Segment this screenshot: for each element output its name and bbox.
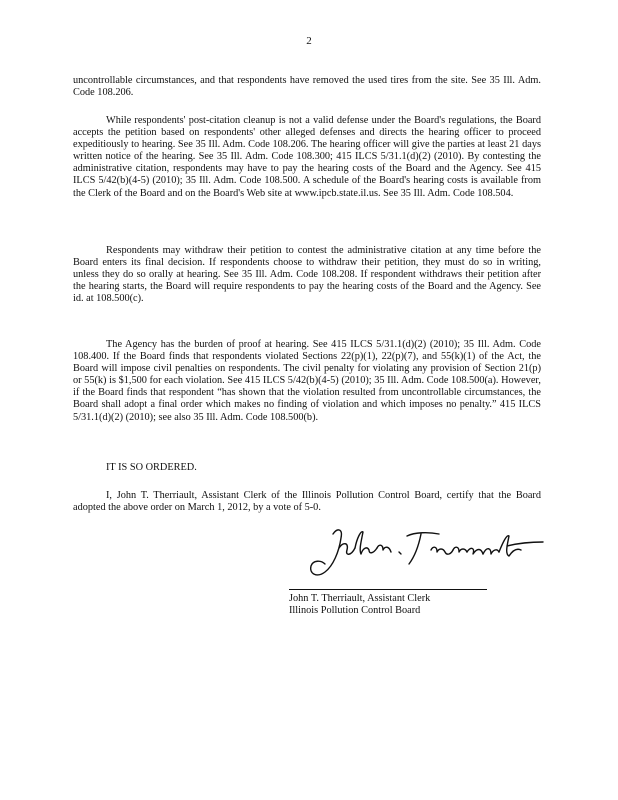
order-statement: IT IS SO ORDERED.: [106, 462, 197, 473]
signer-name: John T. Therriault, Assistant Clerk: [289, 593, 431, 604]
signature-line: [289, 589, 487, 590]
paragraph-2: While respondents' post-citation cleanup is not a valid defense under the Board's regulations, the Board accepts the petition based on respondents' other alleged defenses and directs the hearing officer to proceed expeditiously to hearing. See 35 Ill. Adm. Code 108.206. The hearing officer will give the parties at least 21 days written notice of the hearing. See 35 Ill. Adm. Code 108.300; 415 ILCS 5/31.1(d)(2) (2010). By contesting the administrative citation, respondents may have to pay the hearing costs of the Board and the Agency. See 415 ILCS 5/42(b)(4-5) (2010); 35 Ill. Adm. Code 108.500. A schedule of the Board's hearing costs is available from the Clerk of the Board and on the Board's Web site at www.ipcb.state.il.us. See 35 Ill. Adm. Code 108.504.: [73, 115, 541, 199]
handwritten-signature: [303, 520, 553, 582]
certification-paragraph: I, John T. Therriault, Assistant Clerk of the Illinois Pollution Control Board, certify that the Board adopted the above order on March 1, 2012, by a vote of 5-0.: [73, 490, 541, 514]
signer-block: [289, 593, 430, 618]
signature-text: John T. Therriault: [303, 520, 311, 521]
page-number: 2: [306, 35, 312, 47]
paragraph-4: The Agency has the burden of proof at hearing. See 415 ILCS 5/31.1(d)(2) (2010); 35 Ill. Adm. Code 108.400. If the Board finds that respondents violated Sections 22(p)(1), 22(p)(7), and 55(k)(1) of the Act, the Board will impose civil penalties on respondents. The civil penalty for violating any provision of Section 21(p) or 55(k) is $1,500 for each violation. See 415 ILCS 5/42(b)(4-5) (2010); 35 Ill. Adm. Code 108.500(a). However, if the Board finds that respondent “has shown that the violation resulted from uncontrollable circumstances, the Board shall adopt a final order which makes no finding of violation and which imposes no penalty.” 415 ILCS 5/31.1(d)(2) (2010); see also 35 Ill. Adm. Code 108.500(b).: [73, 339, 541, 423]
paragraph-1: uncontrollable circumstances, and that respondents have removed the used tires from the site. See 35 Ill. Adm. Code 108.206.: [73, 75, 541, 99]
signer-organization: Illinois Pollution Control Board: [289, 605, 421, 617]
paragraph-3: Respondents may withdraw their petition to contest the administrative citation at any time before the Board enters its final decision. If respondents choose to withdraw their petition, they must do so in writing, unless they do so orally at hearing. See 35 Ill. Adm. Code 108.208. If respondent withdraws their petition after the hearing starts, the Board will require respondents to pay the hearing costs of the Board and the Agency. See id. at 108.500(c).: [73, 245, 541, 305]
